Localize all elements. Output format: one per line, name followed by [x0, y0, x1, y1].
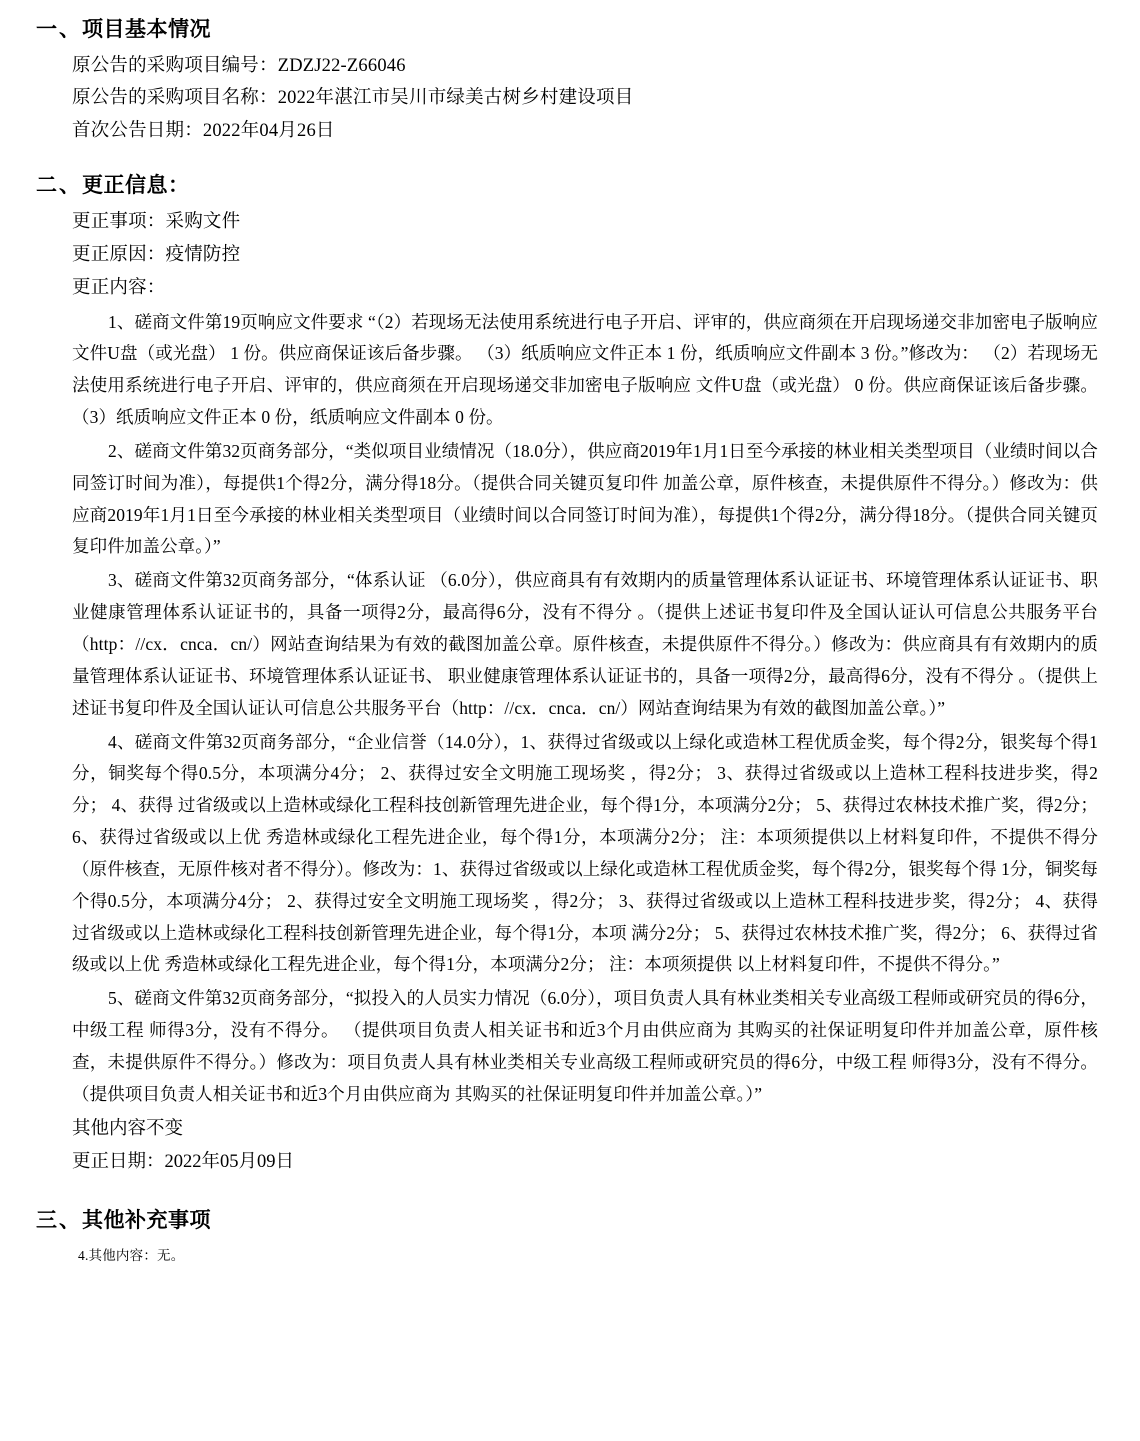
- section-2-tail: [34, 1113, 1100, 1180]
- section-2-number: 二、: [36, 173, 82, 198]
- correction-date-line: 更正日期：2022年05月09日: [72, 1151, 295, 1172]
- section-1-number: 一、: [36, 17, 82, 41]
- correction-item-2: 2、磋商文件第32页商务部分，“类似项目业绩情况（18.0分），供应商2019年1月1日至今承接的林业相关类型项目（业绩时间以合同签订时间为准），每提供1个得2分，满分得18分。（提供合同关键页复印件 加盖公章，原件核查，未提供原件不得分。）修改为：供应商2019年1月1日至今承接的林业相关类型项目（业绩时间以合同签订时间为准），每提供1个得2分，满分得18分。（提供合同关键页复印件加盖公章。）”: [72, 440, 1098, 557]
- correction-item-line: 更正事项：采购文件: [72, 211, 241, 232]
- correction-item-1: 1、磋商文件第19页响应文件要求 “（2）若现场无法使用系统进行电子开启、评审的，供应商须在开启现场递交非加密电子版响应 文件U盘（或光盘） 1 份。供应商保证该后备步骤。 （3）纸质响应文件正本 1 份，纸质响应文件副本 3 份。”修改为： （2）若现场无法使用系统进行电子开启、评审的，供应商须在开启现场递交非加密电子版响应 文件U盘（或光盘） 0 份。供应商保证该后备步骤。 （3）纸质响应文件正本 0 份，纸质响应文件副本 0 份。: [72, 311, 1098, 428]
- project-number-line: 原公告的采购项目编号：ZDZJ22-Z66046: [72, 55, 406, 76]
- section-3-heading: [34, 1205, 1100, 1237]
- correction-content-label: 更正内容：: [72, 277, 166, 298]
- section-1-lines: [34, 50, 1100, 149]
- section-2-heading: [34, 170, 1100, 202]
- section-3-number: 三、: [36, 1208, 82, 1233]
- section-2-lines: [34, 206, 1100, 305]
- section-2-title: 更正信息：: [82, 173, 190, 198]
- project-name-line: 原公告的采购项目名称：2022年湛江市吴川市绿美古树乡村建设项目: [72, 88, 634, 109]
- correction-item-5: 5、磋商文件第32页商务部分，“拟投入的人员实力情况（6.0分），项目负责人具有林业类相关专业高级工程师或研究员的得6分，中级工程 师得3分，没有不得分。 （提供项目负责人相关证书和近3个月由供应商为 其购买的社保证明复印件并加盖公章，原件核查，未提供原件不得分。）修改为：项目负责人具有林业类相关专业高级工程师或研究员的得6分，中级工程 师得3分，没有不得分。 （提供项目负责人相关证书和近3个月由供应商为 其购买的社保证明复印件并加盖公章。）”: [72, 988, 1098, 1104]
- correction-items: [34, 307, 1100, 1111]
- correction-item-3: 3、磋商文件第32页商务部分，“体系认证 （6.0分），供应商具有有效期内的质量管理体系认证证书、环境管理体系认证证书、职业健康管理体系认证证书的，具备一项得2分，最高得6分，没有不得分 。（提供上述证书复印件及全国认证认可信息公共服务平台（http：//cx．cnca．cn/）网站查询结果为有效的截图加盖公章。原件核查，未提供原件不得分。）修改为：供应商具有有效期内的质量管理体系认证证书、环境管理体系认证证书、 职业健康管理体系认证证书的，具备一项得2分，最高得6分，没有不得分 。（提供上述证书复印件及全国认证认可信息公共服务平台（http：//cx．cnca．cn/）网站查询结果为有效的截图加盖公章。）”: [72, 570, 1098, 718]
- correction-item-4: 4、磋商文件第32页商务部分，“企业信誉（14.0分），1、获得过省级或以上绿化或造林工程优质金奖，每个得2分，银奖每个得1分，铜奖每个得0.5分，本项满分4分； 2、获得过安全文明施工现场奖 ，得2分； 3、获得过省级或以上造林工程科技进步奖，得2分； 4、获得 过省级或以上造林或绿化工程科技创新管理先进企业，每个得1分，本项满分2分； 5、获得过农林技术推广奖，得2分； 6、获得过省级或以上优 秀造林或绿化工程先进企业，每个得1分，本项满分2分； 注：本项须提供以上材料复印件，不提供不得分（原件核查，无原件核对者不得分）。修改为：1、获得过省级或以上绿化或造林工程优质金奖，每个得2分，银奖每个得 1分，铜奖每个得0.5分，本项满分4分； 2、获得过安全文明施工现场奖 ，得2分； 3、获得过省级或以上造林工程科技进步奖，得2分； 4、获得 过省级或以上造林或绿化工程科技创新管理先进企业，每个得1分，本项 满分2分； 5、获得过农林技术推广奖，得2分； 6、获得过省级或以上优 秀造林或绿化工程先进企业，每个得1分，本项满分2分； 注：本项须提供 以上材料复印件，不提供不得分。”: [72, 731, 1098, 975]
- other-supplementary-note: 4.其他内容：无。: [78, 1247, 185, 1263]
- section-1-heading: [34, 14, 1100, 46]
- section-3-title: 其他补充事项: [82, 1208, 211, 1233]
- first-announcement-date-line: 首次公告日期：2022年04月26日: [72, 121, 335, 142]
- correction-reason-line: 更正原因：疫情防控: [72, 244, 241, 265]
- section-1-title: 项目基本情况: [82, 17, 211, 41]
- other-content-unchanged-line: 其他内容不变: [72, 1118, 184, 1139]
